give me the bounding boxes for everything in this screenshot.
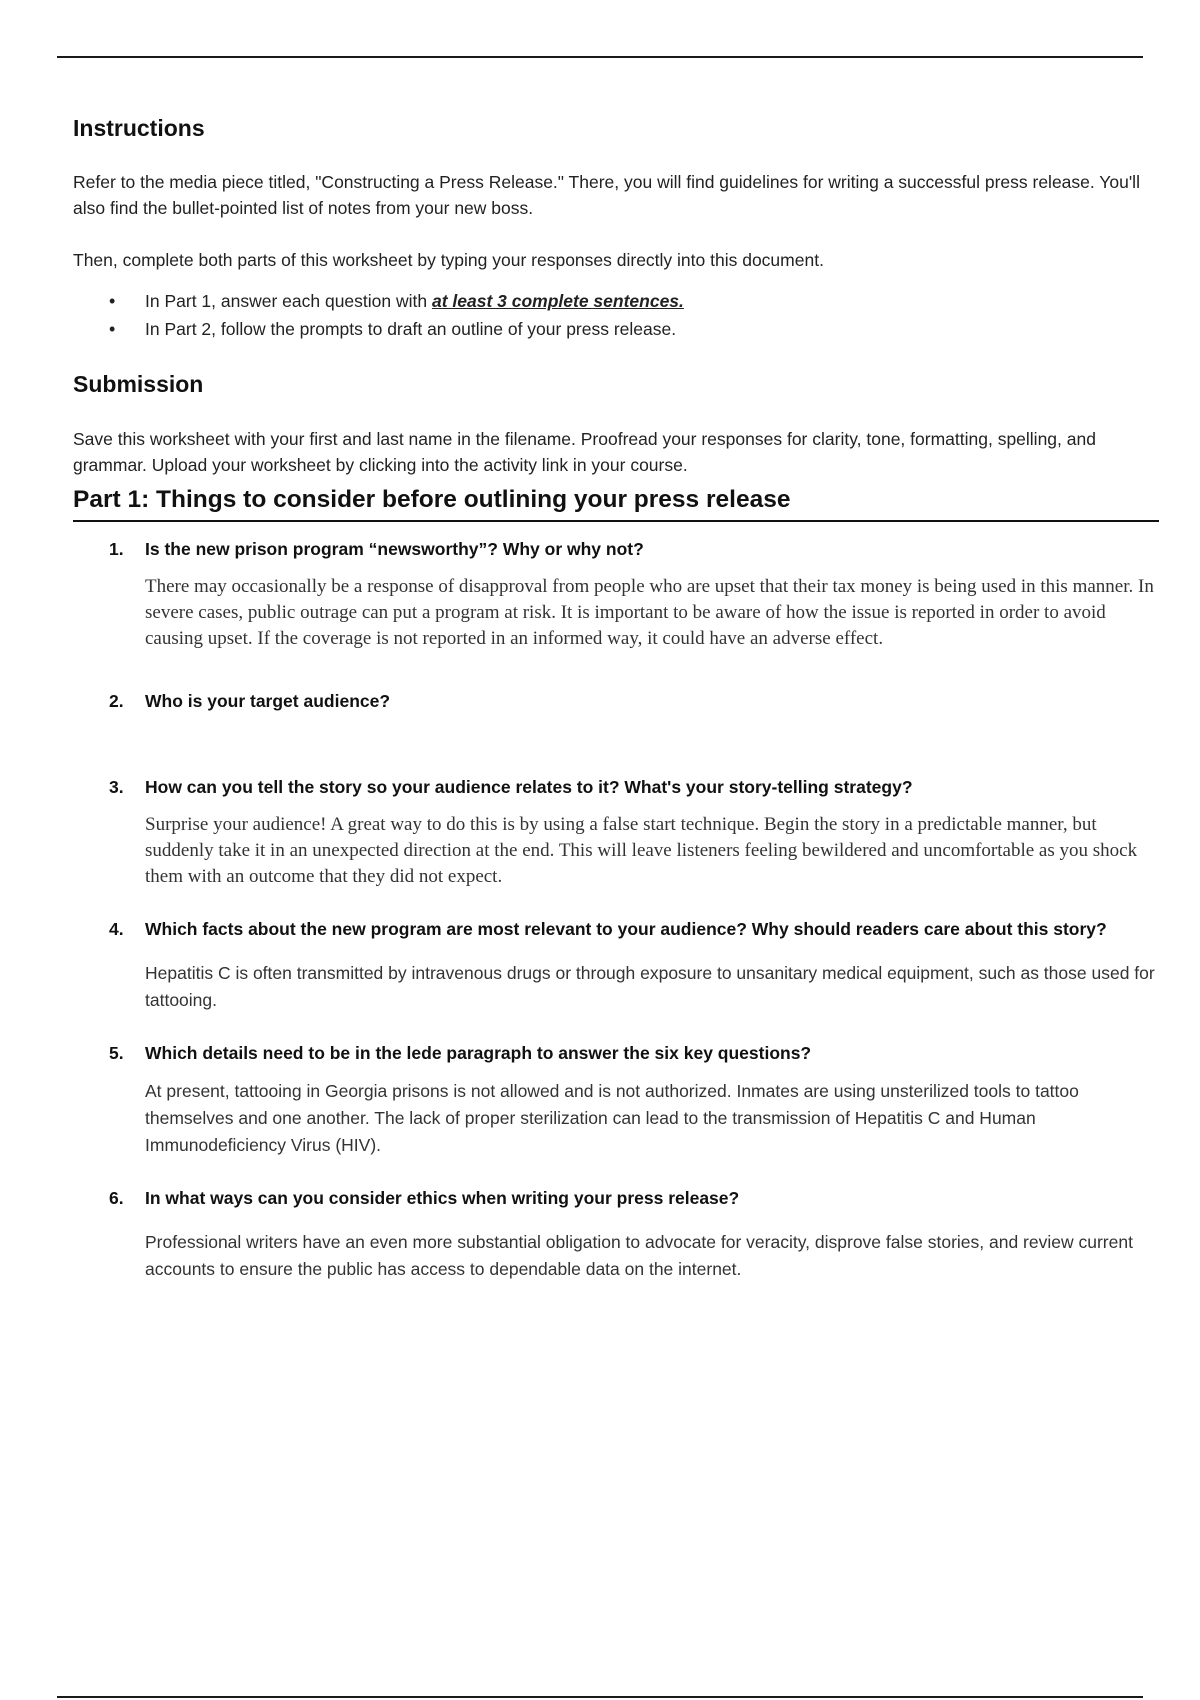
- question-item: [73, 916, 1163, 1014]
- bullet-item-part2: • In Part 2, follow the prompts to draft an outline of your press release.: [145, 315, 1163, 343]
- question-text: Is the new prison program “newsworthy”? Why or why not?: [145, 539, 644, 560]
- question-text: Which facts about the new program are most relevant to your audience? Why should readers care about this story?: [145, 919, 1107, 940]
- instructions-paragraph-2: Then, complete both parts of this worksheet by typing your responses directly into this document.: [73, 249, 824, 270]
- question-item: [73, 1040, 1163, 1159]
- question-text: Who is your target audience?: [145, 691, 391, 712]
- submission-paragraph: Save this worksheet with your first and last name in the filename. Proofread your responses for clarity, tone, formatting, spelling, and grammar. Upload your worksheet by clicking into the activity link in your course.: [73, 429, 1096, 476]
- question-number: 3.: [109, 777, 124, 798]
- bullet-text: In Part 1, answer each question with: [145, 290, 432, 311]
- bullet-item-part1: [145, 287, 1163, 315]
- instructions-paragraph: Refer to the media piece titled, "Constructing a Press Release." There, you will find guidelines for writing a successful press release. You'll also find the bullet-pointed list of notes from your new boss.: [73, 171, 1140, 218]
- question-number: 1.: [109, 539, 124, 560]
- question-text: Which details need to be in the lede paragraph to answer the six key questions?: [145, 1043, 812, 1064]
- question-number: 6.: [109, 1188, 124, 1209]
- answer-text[interactable]: Professional writers have an even more substantial obligation to advocate for veracity, disprove false stories, and review current accounts to ensure the public has access to dependable data on the internet.: [145, 1232, 1133, 1280]
- question-item: [73, 536, 1163, 652]
- document-body: [73, 115, 1163, 1283]
- answer-text[interactable]: There may occasionally be a response of disapproval from people who are upset that their tax money is being used in this manner. In severe cases, public outrage can put a program at risk. It is important to be aware of how the issue is reported in order to avoid causing upset. If the coverage is not reported in an informed way, it could have an adverse effect.: [145, 576, 1154, 650]
- question-text: How can you tell the story so your audience relates to it? What's your story-telling strategy?: [145, 777, 913, 798]
- answer-text[interactable]: Surprise your audience! A great way to do this is by using a false start technique. Begin the story in a predictable manner, but suddenly take it in an unexpected direction at the end. This will leave listeners feeling bewildered and uncomfortable as you shock them with an outcome that they did not expect.: [145, 814, 1138, 888]
- question-number: 4.: [109, 919, 124, 940]
- question-number: 5.: [109, 1043, 124, 1064]
- question-list: [73, 536, 1163, 1283]
- footer-rule: [57, 1696, 1143, 1698]
- answer-text[interactable]: [145, 726, 1163, 754]
- question-number: 2.: [109, 691, 124, 712]
- part1-heading: Part 1: Things to consider before outlining your press release: [73, 484, 1159, 522]
- header-rule: [57, 56, 1143, 58]
- question-text: In what ways can you consider ethics when writing your press release?: [145, 1188, 740, 1209]
- answer-text[interactable]: At present, tattooing in Georgia prisons is not allowed and is not authorized. Inmates are using unsterilized tools to tattoo themselves and one another. The lack of proper sterilization can lead to the transmission of Hepatitis C and Human Immunodeficiency Virus (HIV).: [145, 1081, 1079, 1156]
- question-item: [73, 1185, 1163, 1283]
- question-item: [73, 688, 1163, 754]
- submission-heading: Submission: [73, 370, 204, 397]
- question-item: [73, 774, 1163, 890]
- answer-text[interactable]: Hepatitis C is often transmitted by intravenous drugs or through exposure to unsanitary medical equipment, such as those used for tattooing.: [145, 963, 1155, 1011]
- instructions-heading: Instructions: [73, 115, 205, 141]
- bullet-emphasis: at least 3 complete sentences.: [431, 290, 684, 311]
- instructions-bullet-list: [73, 287, 1163, 343]
